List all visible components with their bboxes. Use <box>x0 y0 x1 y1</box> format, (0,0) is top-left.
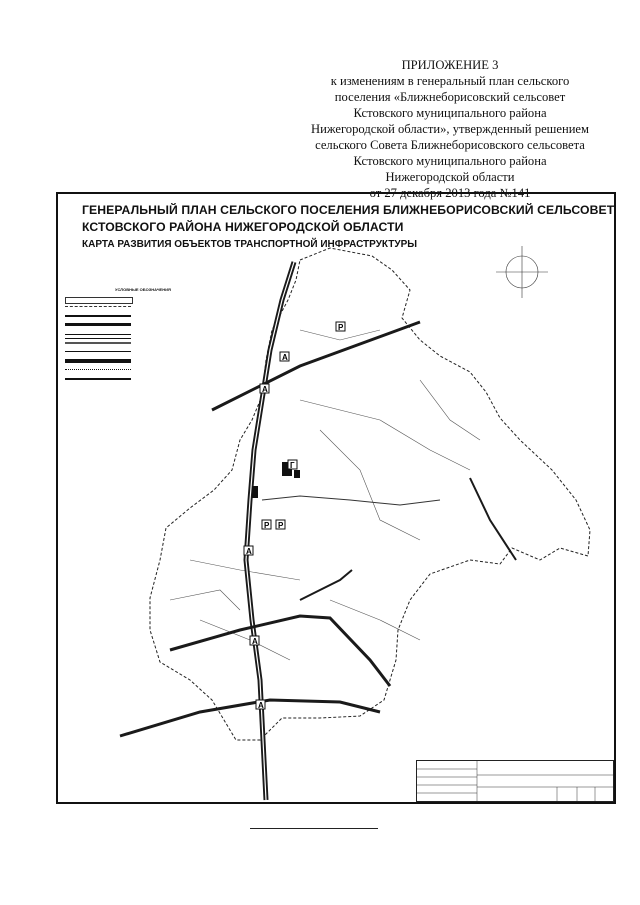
compass-rose-icon <box>496 246 548 298</box>
map-markers <box>244 322 345 710</box>
settlement-block <box>252 486 258 498</box>
marker-a: A <box>252 637 258 646</box>
appendix-line: к изменениям в генеральный план сельского <box>330 74 570 88</box>
map-title-line: КСТОВСКОГО РАЙОНА НИЖЕГОРОДСКОЙ ОБЛАСТИ <box>82 220 404 234</box>
appendix-line: Кстовского муниципального района <box>353 154 547 168</box>
marker-p: P <box>278 521 284 530</box>
map-subtitle: КАРТА РАЗВИТИЯ ОБЪЕКТОВ ТРАНСПОРТНОЙ ИНФРАСТРУКТУРЫ <box>82 239 418 250</box>
regional-road <box>170 616 390 686</box>
appendix-line: Кстовского муниципального района <box>353 106 547 120</box>
federal-highway <box>246 262 294 800</box>
appendix-line: Нижегородской области <box>385 170 515 184</box>
stamp-grid <box>417 761 613 801</box>
settlement-block <box>294 470 300 478</box>
local-road <box>470 478 516 560</box>
appendix-line: от 27 декабря 2013 года №141 <box>369 186 531 200</box>
map-title-line: ГЕНЕРАЛЬНЫЙ ПЛАН СЕЛЬСКОГО ПОСЕЛЕНИЯ БЛИЖНЕБОРИСОВСКИЙ СЕЛЬСОВЕТ <box>82 203 615 217</box>
regional-road <box>212 322 420 410</box>
marker-a: A <box>262 385 268 394</box>
marker-a: A <box>246 547 252 556</box>
marker-p: P <box>338 323 344 332</box>
local-road <box>262 496 440 505</box>
appendix-line: Нижегородской области», утвержденный решением <box>311 122 589 136</box>
settlement-boundary <box>150 248 590 740</box>
regional-road <box>300 570 352 600</box>
title-block-stamp <box>416 760 614 802</box>
appendix-line: ПРИЛОЖЕНИЕ 3 <box>401 58 499 72</box>
regional-road <box>120 700 380 736</box>
marker-g: Г <box>290 461 295 470</box>
legend-title: УСЛОВНЫЕ ОБОЗНАЧЕНИЯ <box>115 287 171 292</box>
appendix-line: поселения «Ближнеборисовский сельсовет <box>334 90 566 104</box>
footer-divider <box>250 828 378 829</box>
appendix-line: сельского Совета Ближнеборисовского сельсовета <box>315 138 585 152</box>
marker-a: A <box>258 701 264 710</box>
marker-a: A <box>282 353 288 362</box>
land-parcel-lines <box>170 330 480 660</box>
marker-p: P <box>264 521 270 530</box>
